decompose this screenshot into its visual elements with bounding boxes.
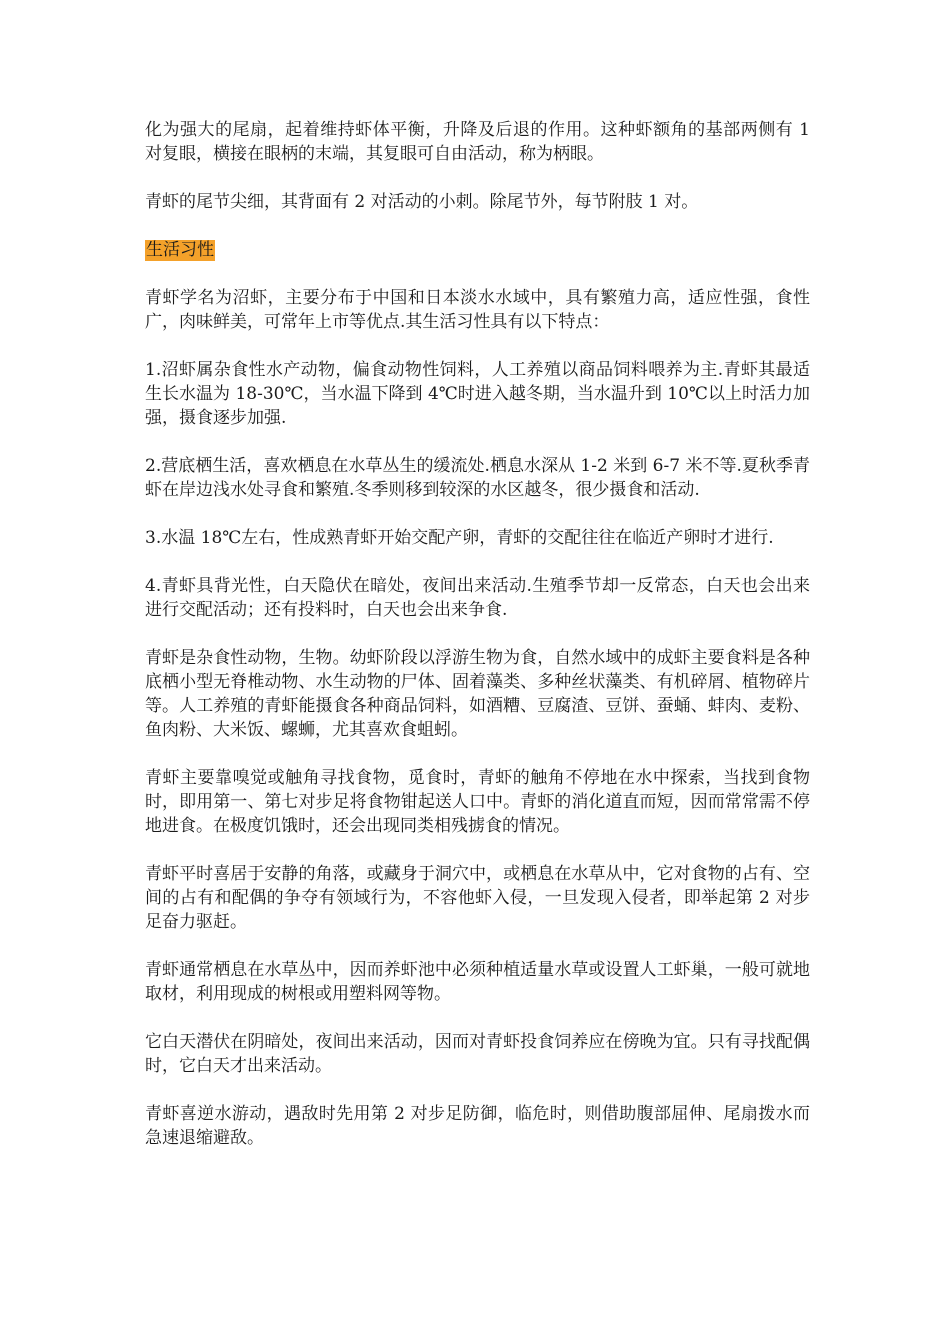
- section-heading-living-habits: 生活习性: [146, 240, 214, 260]
- section-heading-wrapper: [145, 238, 810, 262]
- paragraph-tail-fan: 化为强大的尾扇，起着维持虾体平衡，升降及后退的作用。这种虾额角的基部两侧有 1 对复眼，横接在眼柄的末端，其复眼可自由活动，称为柄眼。: [145, 120, 810, 164]
- paragraph-foraging: 青虾主要靠嗅觉或触角寻找食物，觅食时，青虾的触角不停地在水中探索，当找到食物时，即用第一、第七对步足将食物钳起送人口中。青虾的消化道直而短，因而常常需不停地进食。在极度饥饿时，还会出现同类相残掳食的情况。: [145, 768, 810, 836]
- paragraph-overview: 青虾学名为沼虾，主要分布于中国和日本淡水水域中，具有繁殖力高，适应性强，食性广，肉味鲜美，可常年上市等优点.其生活习性具有以下特点：: [145, 288, 810, 332]
- paragraph-tail-segment: 青虾的尾节尖细，其背面有 2 对活动的小刺。除尾节外，每节附肢 1 对。: [145, 192, 699, 212]
- paragraph-habit-1: 1.沼虾属杂食性水产动物，偏食动物性饲料，人工养殖以商品饲料喂养为主.青虾其最适生长水温为 18-30℃，当水温下降到 4℃时进入越冬期，当水温升到 10℃以上时活力加强，摄食逐步加强.: [145, 360, 810, 428]
- paragraph-habitat: 青虾通常栖息在水草丛中，因而养虾池中必须种植适量水草或设置人工虾巢，一般可就地取材，利用现成的树根或用塑料网等物。: [145, 960, 810, 1004]
- paragraph-habit-3: 3.水温 18℃左右，性成熟青虾开始交配产卵，青虾的交配往往在临近产卵时才进行.: [145, 528, 774, 548]
- paragraph-habit-4: 4.青虾具背光性，白天隐伏在暗处，夜间出来活动.生殖季节却一反常态，白天也会出来进行交配活动；还有投料时，白天也会出来争食.: [145, 576, 810, 620]
- paragraph-territory: 青虾平时喜居于安静的角落，或藏身于洞穴中，或栖息在水草从中，它对食物的占有、空间的占有和配偶的争夺有领域行为，不容他虾入侵，一旦发现入侵者，即举起第 2 对步足奋力驱赶。: [145, 864, 810, 932]
- paragraph-activity: 它白天潜伏在阴暗处，夜间出来活动，因而对青虾投食饲养应在傍晚为宜。只有寻找配偶时，它白天才出来活动。: [145, 1032, 810, 1076]
- document-page: [145, 118, 810, 1174]
- paragraph-habit-2: 2.营底栖生活，喜欢栖息在水草丛生的缓流处.栖息水深从 1-2 米到 6-7 米不等.夏秋季青虾在岸边浅水处寻食和繁殖.冬季则移到较深的水区越冬，很少摄食和活动.: [145, 456, 810, 500]
- paragraph-defense: 青虾喜逆水游动，遇敌时先用第 2 对步足防御，临危时，则借助腹部屈伸、尾扇拨水而急速退缩避敌。: [145, 1104, 810, 1148]
- paragraph-diet: 青虾是杂食性动物，生物。幼虾阶段以浮游生物为食，自然水域中的成虾主要食料是各种底栖小型无脊椎动物、水生动物的尸体、固着藻类、多种丝状藻类、有机碎屑、植物碎片等。人工养殖的青虾能摄食各种商品饲料，如酒糟、豆腐渣、豆饼、蚕蛹、蚌肉、麦粉、鱼肉粉、大米饭、螺蛳，尤其喜欢食蛆蚓。: [145, 648, 810, 740]
